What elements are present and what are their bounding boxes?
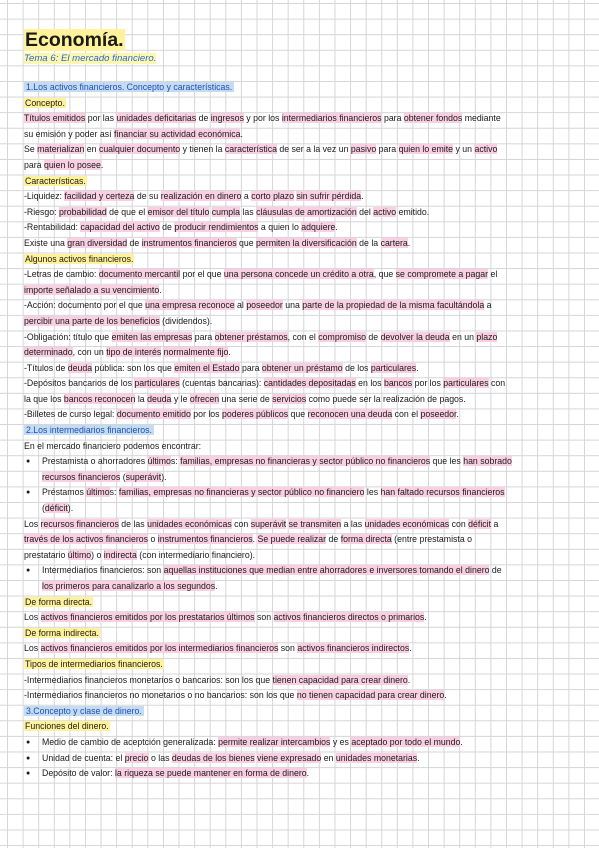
- highlighted-term: cantidades depositadas: [263, 378, 356, 389]
- text-line: través de los activos financieros o instrumentos financieros. Se puede realizar de forma directa (entre prestamista o: [24, 534, 472, 545]
- highlighted-term: indirecta: [103, 549, 137, 560]
- highlighted-term: activo: [474, 144, 498, 155]
- highlighted-term: instrumentos financieros: [157, 534, 253, 545]
- subheading: De forma directa.: [25, 596, 93, 607]
- highlighted-term: capacidad del activo: [80, 222, 160, 233]
- bullet-item: ● Intermediarios financieros: son aquellas instituciones que median entre ahorradores e inversores tomando el dinero de: [24, 563, 585, 579]
- subheading: Características.: [25, 175, 86, 186]
- highlighted-term: ofrecen: [189, 393, 220, 404]
- highlighted-term: corto plazo: [251, 191, 294, 202]
- text-line: determinado, con un tipo de interés normalmente fijo.: [24, 347, 231, 358]
- highlighted-term: unidades económicas: [364, 518, 450, 529]
- highlighted-term: deuda: [147, 393, 172, 404]
- highlighted-term: compromiso: [318, 331, 366, 342]
- section-heading: 1.Los activos financieros. Concepto y características.: [26, 82, 233, 92]
- highlighted-term: activos financieros indirectos: [297, 643, 410, 654]
- text-line: la que los bancos reconocen la deuda y le ofrecen una serie de servicios como puede ser la realización de pagos.: [24, 393, 466, 404]
- page-title: Economía.: [25, 29, 124, 51]
- highlighted-term: parte de la propiedad de la misma facultándola: [302, 300, 485, 311]
- section-heading: 2.Los intermediarios financieros.: [26, 425, 152, 436]
- highlighted-term: bancos reconocen: [63, 393, 136, 404]
- highlighted-term: característica: [224, 144, 277, 155]
- bullet-item: ● Depósito de valor: la riqueza se puede mantener en forma de dinero.: [24, 766, 585, 782]
- text-line: prestatario último) o indirecta (con intermediario financiero).: [24, 549, 256, 560]
- highlighted-term: emiten el Estado: [174, 362, 240, 373]
- highlighted-term: adquiere: [301, 222, 336, 233]
- highlighted-term: viene expresado: [257, 752, 322, 763]
- highlighted-term: pasivo: [350, 144, 377, 155]
- highlighted-term: particulares: [134, 378, 180, 389]
- highlighted-term: se transmiten: [288, 518, 342, 529]
- highlighted-term: obtener un préstamo: [261, 362, 343, 373]
- text-line: -Intermediarios financieros no monetarios o no bancarios: son los que no tienen capacidad para crear dinero.: [24, 690, 447, 701]
- highlighted-term: superávit: [125, 471, 162, 482]
- highlighted-term: bancos: [383, 378, 413, 389]
- highlighted-term: familias, empresas no financieras y sector público no financieros: [180, 456, 431, 467]
- text-line: -Títulos de deuda pública: son los que emiten el Estado para obtener un préstamo de los particulares.: [24, 362, 419, 373]
- highlighted-term: emisor del título: [147, 206, 210, 217]
- text-line: -Letras de cambio: documento mercantil por el que una persona concede un crédito a otra, que se compromete a pagar el: [24, 269, 498, 280]
- text-line: -Rentabilidad: capacidad del activo de producir rendimientos a quien lo adquiere.: [24, 222, 338, 233]
- highlighted-term: la riqueza se puede mantener en forma de dinero: [114, 768, 307, 779]
- highlighted-term: ingresos: [210, 113, 244, 124]
- highlighted-term: gran diversidad: [67, 237, 128, 248]
- highlighted-term: deuda: [67, 362, 93, 373]
- highlighted-term: determinado: [24, 347, 73, 358]
- highlighted-term: instrumentos financieros: [141, 237, 237, 248]
- subheading: Funciones del dinero.: [25, 721, 109, 732]
- text-line: -Acción: documento por el que una empresa reconoce al poseedor una parte de la propiedad de la misma facultándola a: [24, 300, 492, 311]
- highlighted-term: importe señalado a su vencimiento: [24, 284, 160, 295]
- highlighted-term: forma directa: [340, 534, 392, 545]
- highlighted-term: tipo de interés: [106, 347, 162, 358]
- highlighted-term: activos financieros emitidos por los prestatarios últimos: [40, 612, 255, 623]
- text-line: Los recursos financieros de las unidades económicas con superávit se transmiten a las unidades económicas con déficit a: [24, 518, 499, 529]
- highlighted-term: precio: [124, 752, 149, 763]
- text-line: Existe una gran diversidad de instrumentos financieros que permiten la diversificación de la cartera.: [24, 237, 411, 248]
- text-line: -Obligación: título que emiten las empresas para obtener préstamos, con el compromiso de devolver la deuda en un plazo: [24, 331, 498, 342]
- highlighted-term: una empresa reconoce: [145, 300, 235, 311]
- highlighted-term: financiar su actividad económica: [113, 128, 241, 139]
- bullet-continuation: los primeros para canalizarlo a los segundos.: [42, 581, 218, 591]
- highlighted-term: unidades deficitarias: [116, 113, 197, 124]
- highlighted-term: recursos financieros: [42, 471, 121, 482]
- highlighted-term: emiten las empresas: [111, 331, 193, 342]
- highlighted-term: materializan: [37, 144, 85, 155]
- highlighted-term: poseedor: [246, 300, 283, 311]
- highlighted-term: familias, empresas no financieras y sector público no financiero: [118, 487, 365, 498]
- highlighted-term: documento mercantil: [98, 269, 181, 280]
- highlighted-term: unidades monetarias: [335, 752, 418, 763]
- highlighted-term: facilidad y certeza: [64, 191, 135, 202]
- highlighted-term: unidades económicas: [147, 518, 232, 529]
- highlighted-term: superávit: [250, 518, 287, 529]
- text-line: Títulos emitidos por las unidades deficitarias de ingresos y por los intermediarios financieros para obtener fondos mediante: [24, 113, 501, 124]
- subheading: Algunos activos financieros.: [25, 253, 134, 264]
- highlighted-term: obtener fondos: [403, 113, 463, 124]
- text-line: Los activos financieros emitidos por los intermediarios financieros son activos financieros indirectos.: [24, 643, 412, 654]
- highlighted-term: aceptado por todo el mundo: [351, 736, 461, 747]
- highlighted-term: cumpla: [211, 206, 240, 217]
- bullet-item: ● Prestamista o ahorradores últimos: familias, empresas no financieras y sector público no financieros que les han sobrado: [24, 454, 585, 470]
- text-line: Se materializan en cualquier documento y tienen la característica de ser a la vez un pasivo para quien lo emite y un activo: [24, 144, 498, 155]
- highlighted-term: particulares: [443, 378, 489, 389]
- bullet-item: ● Medio de cambio de aceptción generalizada: permite realizar intercambios y es aceptado por todo el mundo.: [24, 735, 585, 751]
- text-line: percibir una parte de los beneficios (dividendos).: [24, 315, 213, 326]
- text-line: -Depósitos bancarios de los particulares (cuentas bancarias): cantidades depositadas en los bancos por los particulares con: [24, 378, 506, 389]
- highlighted-term: quien lo posee: [43, 159, 101, 170]
- highlighted-term: aquellas instituciones que median entre ahorradores e inversores tomando el dinero: [163, 565, 490, 576]
- highlighted-term: último: [67, 549, 92, 560]
- highlighted-term: cláusulas de amortización: [256, 206, 357, 217]
- highlighted-term: han sobrado: [463, 456, 512, 467]
- notes-body: [24, 80, 585, 782]
- text-line: -Intermediarios financieros monetarios o bancarios: son los que tienen capacidad para crear dinero.: [24, 674, 411, 685]
- highlighted-term: Títulos emitidos: [24, 113, 86, 124]
- section-heading: 3.Concepto y clase de dinero.: [26, 705, 142, 716]
- highlighted-term: cualquier documento: [98, 144, 181, 155]
- highlighted-term: deudas de los bienes: [171, 752, 255, 763]
- subheading: Tipos de intermediarios financieros.: [25, 658, 163, 669]
- text-line: -Billetes de curso legal: documento emitido por los poderes públicos que reconocen una deuda con el poseedor.: [24, 409, 459, 420]
- text-line: En el mercado financiero podemos encontrar:: [24, 440, 202, 451]
- highlighted-term: no tienen capacidad para crear dinero: [296, 690, 445, 701]
- highlighted-term: tienen capacidad para crear dinero: [272, 674, 408, 685]
- highlighted-term: permite realizar intercambios: [218, 736, 331, 747]
- highlighted-term: una persona concede un crédito a otra: [223, 269, 374, 280]
- highlighted-term: han faltado recursos financieros: [380, 487, 505, 498]
- highlighted-term: los primeros para canalizarlo a los segundos: [42, 581, 216, 591]
- bullet-item: ● Préstamos últimos: familias, empresas no financieras y sector público no financiero les han faltado recursos financieros: [24, 485, 585, 501]
- highlighted-term: probabilidad: [59, 206, 107, 217]
- bullet-continuation: recursos financieros (superávit).: [42, 471, 167, 482]
- text-line: -Liquidez: facilidad y certeza de su realización en dinero a corto plazo sin sufrir pérdida.: [24, 191, 364, 202]
- highlighted-term: servicios: [272, 393, 307, 404]
- text-line: su emisión y poder así financiar su actividad económica.: [24, 128, 243, 139]
- highlighted-term: Se puede realizar: [257, 534, 327, 545]
- highlighted-term: activos financieros emitidos por los intermediarios financieros: [40, 643, 279, 654]
- highlighted-term: déficit: [44, 503, 68, 514]
- subheading: De forma indirecta.: [25, 627, 99, 638]
- highlighted-term: se compromete a pagar: [395, 269, 489, 280]
- highlighted-term: recursos financieros: [40, 518, 119, 529]
- highlighted-term: producir rendimientos: [174, 222, 259, 233]
- highlighted-term: particulares: [370, 362, 417, 373]
- highlighted-term: permiten la diversificación: [256, 237, 357, 248]
- highlighted-term: sin sufrir pérdida: [296, 191, 362, 202]
- highlighted-term: cartera: [380, 237, 408, 248]
- highlighted-term: percibir una parte de los beneficios: [24, 315, 160, 326]
- highlighted-term: documento emitido: [116, 409, 191, 420]
- highlighted-term: reconocen una deuda: [307, 409, 393, 420]
- page-subtitle: Tema 6: El mercado financiero.: [24, 53, 157, 64]
- highlighted-term: devolver la deuda: [380, 331, 450, 342]
- highlighted-term: quien lo emite: [398, 144, 454, 155]
- bullet-continuation: (déficit).: [42, 503, 74, 514]
- highlighted-term: intermediarios financieros: [281, 113, 382, 124]
- highlighted-term: último: [86, 487, 110, 498]
- text-line: -Riesgo: probabilidad de que el emisor del título cumpla las cláusulas de amortización del activo emitido.: [24, 206, 430, 217]
- highlighted-term: realización en dinero: [160, 191, 242, 202]
- text-line: Los activos financieros emitidos por los prestatarios últimos son activos financieros directos o primarios.: [24, 612, 427, 623]
- text-line: para quien lo posee.: [24, 159, 104, 170]
- highlighted-term: obtener préstamos: [214, 331, 288, 342]
- highlighted-term: activo: [373, 206, 397, 217]
- highlighted-term: través de los activos financieros: [24, 534, 149, 545]
- highlighted-term: activos financieros directos o primarios: [273, 612, 425, 623]
- highlighted-term: plazo: [476, 331, 498, 342]
- highlighted-term: normalmente fijo: [163, 347, 229, 358]
- bullet-item: ● Unidad de cuenta: el precio o las deudas de los bienes viene expresado en unidades monetarias.: [24, 751, 585, 767]
- highlighted-term: último: [147, 456, 171, 467]
- highlighted-term: déficit: [468, 518, 492, 529]
- highlighted-term: poseedor: [420, 409, 457, 420]
- subheading: Concepto.: [25, 97, 65, 108]
- text-line: importe señalado a su vencimiento.: [24, 284, 162, 295]
- highlighted-term: poderes públicos: [221, 409, 289, 420]
